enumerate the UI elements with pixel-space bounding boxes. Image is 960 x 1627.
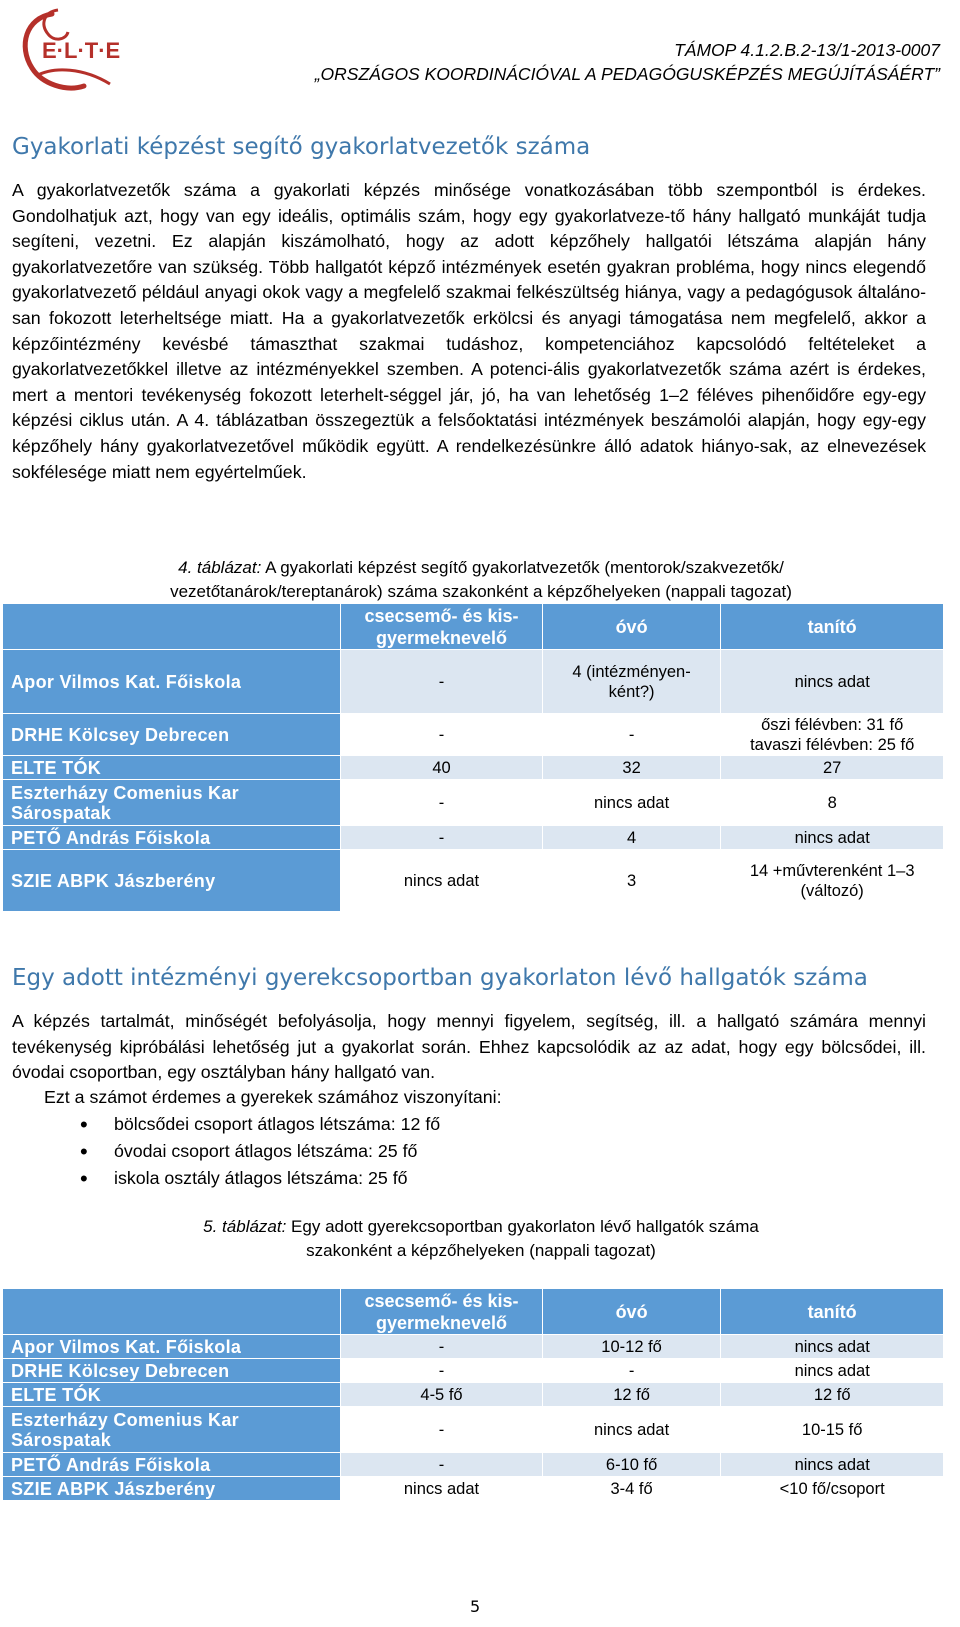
table-row (3, 650, 944, 714)
section2-paragraph: A képzés tartalmát, minőségét befolyásolja, hogy mennyi figyelem, segítség, ill. a hallgató számára mennyi tevékenység kipróbálási lehetőség jut a gyakorlat során. Ehhez kapcsolódik az az adat, hogy egy bölcsődei, ill. óvodai csoportban, egy osztályban hány hallgató van. (12, 1011, 926, 1083)
table4-caption-line2: vezetőtanárok/tereptanárok) száma szakonként a képzőhelyeken (nappali tagozat) (170, 582, 792, 601)
cell-csecsemo: - (341, 826, 543, 850)
table5-caption-line2: szakonként a képzőhelyeken (nappali tagozat) (306, 1241, 656, 1260)
cell-tanito (721, 714, 944, 756)
cell-csecsemo: 40 (341, 756, 543, 780)
cell-ovo: 3 (542, 850, 721, 912)
cell-ovo: nincs adat (542, 780, 721, 826)
table5-header-ovo: óvó (542, 1289, 721, 1335)
list-item: • bölcsődei csoport átlagos létszáma: 12 fő (80, 1111, 440, 1138)
table-row (3, 756, 944, 780)
list-intro: Ezt a számot érdemes a gyerekek számához viszonyítani: (44, 1087, 502, 1107)
cell-csecsemo: - (341, 1407, 543, 1453)
table-row (3, 1383, 944, 1407)
row-institution: Eszterházy Comenius Kar Sárospatak (3, 1407, 341, 1453)
table5 (2, 1288, 944, 1501)
cell-csecsemo: - (341, 714, 543, 756)
cell-tanito-spring: tavaszi félévben: 25 fő (750, 735, 915, 754)
table-row (3, 1407, 944, 1453)
table-row (3, 826, 944, 850)
cell-tanito-autumn: őszi félévben: 31 fő (761, 715, 904, 734)
section1-paragraph: A gyakorlatvezetők száma a gyakorlati képzés minősége vonatkozásában több szempontból is érdekes. Gondolhatjuk azt, hogy van egy ideális, optimális szám, hogy egy gyakorlatveze-tő hány hallgató munkáját tudja segíteni, vezetni. Ez alapján kiszámolható, hogy az adott képzőhely hallgatói létszáma alapján hány gyakorlatvezetőre van szükség. Több hallgatót képző intézmények esetén gyakran probléma, hogy nincs elegendő gyakorlatvezető például anyagi okok vagy a megfelelő szakmai felkészültség hiánya, vagy a pedagógusok általáno-san fokozott leterheltsége miatt. Ha a gyakorlatvezetők erkölcsi és anyagi támogatása nem megfelelő, akkor a képzőintézmény kevésbé támaszthat szakmai tudáshoz, kompetenciához kapcsolódó feltételeket a gyakorlatvezetőkkel illetve az intézményekkel szemben. A potenci-ális gyakorlatvezetők száma azért is érdekes, mert a mentori tevékenység fokozott leterhelt-séggel jár, jó, ha van lehetőség 1–2 féléves pihenőidőre egy-egy képzési ciklus után. A 4. táblázatban összegeztük a felsőoktatási intézmények beszámolói alapján, hogy egy-egy képzőhely hány gyakorlatvezetővel működik együtt. A rendelkezésünkre álló adatok hiányo-sak, az elnevezések sokfélesége miatt nem egyértelműek. (12, 180, 926, 482)
table4-caption-label: 4. táblázat: (178, 558, 262, 577)
cell-csecsemo: nincs adat (341, 1477, 543, 1501)
cell-tanito: 8 (721, 780, 944, 826)
list-item: • óvodai csoport átlagos létszáma: 25 fő (80, 1138, 440, 1165)
row-institution: DRHE Kölcsey Debrecen (3, 1359, 341, 1383)
section1-title: Gyakorlati képzést segítő gyakorlatvezetők száma (12, 134, 591, 160)
table-row (3, 1359, 944, 1383)
cell-ovo: nincs adat (542, 1407, 721, 1453)
list-item: • iskola osztály átlagos létszáma: 25 fő (80, 1165, 440, 1192)
cell-csecsemo: - (341, 1359, 543, 1383)
table5-caption (12, 1215, 950, 1263)
cell-csecsemo: nincs adat (341, 850, 543, 912)
cell-ovo: 12 fő (542, 1383, 721, 1407)
table-row (3, 714, 944, 756)
cell-csecsemo: 4-5 fő (341, 1383, 543, 1407)
table4-header-row (3, 604, 944, 650)
cell-ovo: 32 (542, 756, 721, 780)
table-row (3, 850, 944, 912)
row-institution: Apor Vilmos Kat. Főiskola (3, 650, 341, 714)
section2-title: Egy adott intézményi gyerekcsoportban gyakorlaton lévő hallgatók száma (12, 965, 868, 991)
cell-tanito: nincs adat (721, 1359, 944, 1383)
project-title: „ORSZÁGOS KOORDINÁCIÓVAL A PEDAGÓGUSKÉPZÉS MEGÚJÍTÁSÁÉRT” (314, 64, 940, 84)
cell-ovo: 10-12 fő (542, 1335, 721, 1359)
table-row (3, 1477, 944, 1501)
table4-caption-text: A gyakorlati képzést segítő gyakorlatvezetők (mentorok/szakvezetők/ (261, 558, 784, 577)
table5-header-empty (3, 1289, 341, 1335)
table4-header-empty (3, 604, 341, 650)
cell-tanito: nincs adat (721, 826, 944, 850)
cell-ovo: 6-10 fő (542, 1453, 721, 1477)
row-institution: PETŐ András Főiskola (3, 826, 341, 850)
page-number: 5 (470, 1597, 481, 1616)
table4-header-ovo: óvó (542, 604, 721, 650)
row-institution: SZIE ABPK Jászberény (3, 1477, 341, 1501)
table-row (3, 1453, 944, 1477)
table4-caption (12, 556, 950, 604)
table5-header-csecsemo: csecsemő- és kis-gyermeknevelő (341, 1289, 543, 1335)
table5-caption-label: 5. táblázat: (203, 1217, 287, 1236)
bullet-list (80, 1111, 440, 1192)
table4 (2, 603, 944, 912)
row-institution: Apor Vilmos Kat. Főiskola (3, 1335, 341, 1359)
cell-csecsemo: - (341, 1453, 543, 1477)
cell-ovo: 4 (intézményen-ként?) (542, 650, 721, 714)
cell-tanito: 27 (721, 756, 944, 780)
cell-tanito: <10 fő/csoport (721, 1477, 944, 1501)
table5-header-row (3, 1289, 944, 1335)
cell-ovo: - (542, 1359, 721, 1383)
table4-header-tanito: tanító (721, 604, 944, 650)
row-institution: DRHE Kölcsey Debrecen (3, 714, 341, 756)
cell-tanito: nincs adat (721, 1453, 944, 1477)
row-institution: ELTE TÓK (3, 756, 341, 780)
table5-caption-text: Egy adott gyerekcsoportban gyakorlaton lévő hallgatók száma (286, 1217, 759, 1236)
cell-ovo: 3-4 fő (542, 1477, 721, 1501)
table4-header-csecsemo: csecsemő- és kis-gyermeknevelő (341, 604, 543, 650)
row-institution: Eszterházy Comenius Kar Sárospatak (3, 780, 341, 826)
cell-tanito: 14 +művterenként 1–3 (változó) (721, 850, 944, 912)
table5-header-tanito: tanító (721, 1289, 944, 1335)
cell-csecsemo: - (341, 650, 543, 714)
cell-ovo: - (542, 714, 721, 756)
cell-tanito: nincs adat (721, 650, 944, 714)
elte-logo (14, 6, 124, 96)
cell-tanito: 12 fő (721, 1383, 944, 1407)
cell-csecsemo: - (341, 780, 543, 826)
document-header (315, 38, 940, 86)
cell-tanito: 10-15 fő (721, 1407, 944, 1453)
row-institution: ELTE TÓK (3, 1383, 341, 1407)
table-row (3, 780, 944, 826)
cell-csecsemo: - (341, 1335, 543, 1359)
table-row (3, 1335, 944, 1359)
cell-tanito: nincs adat (721, 1335, 944, 1359)
row-institution: PETŐ András Főiskola (3, 1453, 341, 1477)
cell-ovo: 4 (542, 826, 721, 850)
row-institution: SZIE ABPK Jászberény (3, 850, 341, 912)
svg-text:E·L·T·E: E·L·T·E (42, 38, 121, 63)
project-code: TÁMOP 4.1.2.B.2-13/1-2013-0007 (674, 40, 940, 60)
